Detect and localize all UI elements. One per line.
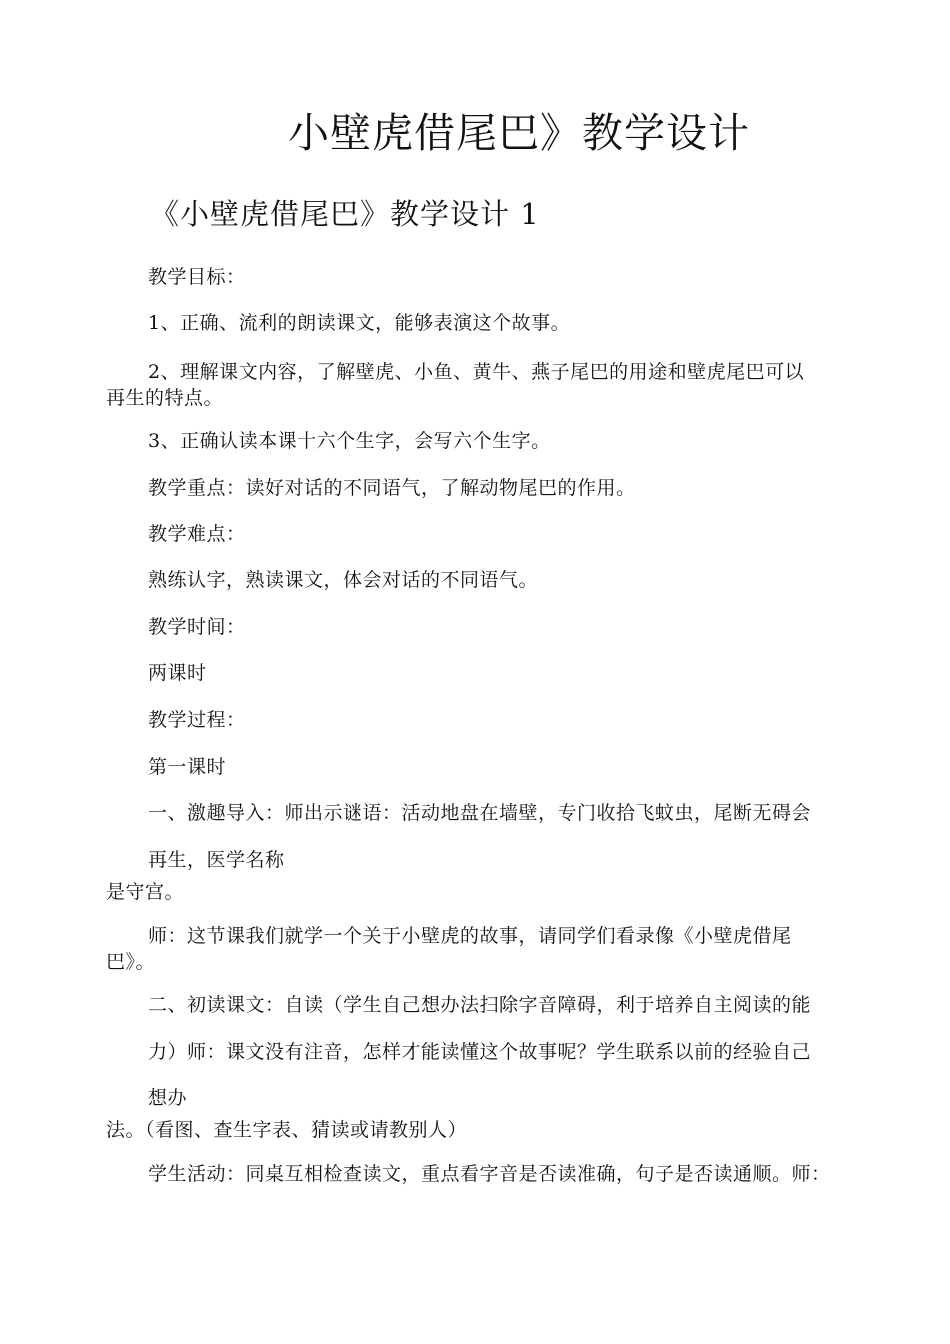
text-line: 教学目标： — [148, 266, 246, 288]
text-line: 学生活动：同桌互相检查读文，重点看字音是否读准确，句子是否读通顺。师： — [148, 1163, 831, 1185]
section-title: 《小壁虎借尾巴》教学设计 1 — [150, 197, 540, 231]
text-line: 教学时间： — [148, 616, 246, 638]
text-line: 两课时 — [148, 662, 207, 684]
text-line: 教学过程： — [148, 709, 246, 731]
text-line: 熟练认字，熟读课文，体会对话的不同语气。 — [148, 569, 539, 591]
text-line: 想办 — [148, 1087, 188, 1109]
document-title: 小壁虎借尾巴》教学设计 — [288, 109, 750, 157]
text-line: 师：这节课我们就学一个关于小壁虎的故事，请同学们看录像《小壁虎借尾 — [148, 925, 792, 947]
text-line: 二、初读课文：自读（学生自己想办法扫除字音障碍，利于培养自主阅读的能 — [148, 994, 812, 1016]
text-line: 2、理解课文内容，了解壁虎、小鱼、黄牛、燕子尾巴的用途和壁虎尾巴可以 — [148, 361, 805, 383]
text-line: 第一课时 — [148, 756, 227, 778]
text-line: 再生的特点。 — [106, 387, 224, 409]
text-line: 教学重点：读好对话的不同语气，了解动物尾巴的作用。 — [148, 477, 636, 499]
text-line: 力）师：课文没有注音，怎样才能读懂这个故事呢？学生联系以前的经验自己 — [148, 1041, 812, 1063]
text-line: 法。（看图、查生字表、猜读或请教别人） — [106, 1119, 468, 1141]
text-line: 3、正确认读本课十六个生字，会写六个生字。 — [148, 430, 551, 452]
text-line: 再生，医学名称 — [148, 849, 285, 871]
text-line: 一、激趣导入：师出示谜语：活动地盘在墙壁，专门收拾飞蚊虫，尾断无碍会 — [148, 802, 812, 824]
text-line: 1、正确、流利的朗读课文，能够表演这个故事。 — [148, 312, 571, 334]
text-line: 是守宫。 — [106, 881, 185, 903]
text-line: 教学难点： — [148, 523, 246, 545]
text-line: 巴》。 — [106, 951, 156, 973]
